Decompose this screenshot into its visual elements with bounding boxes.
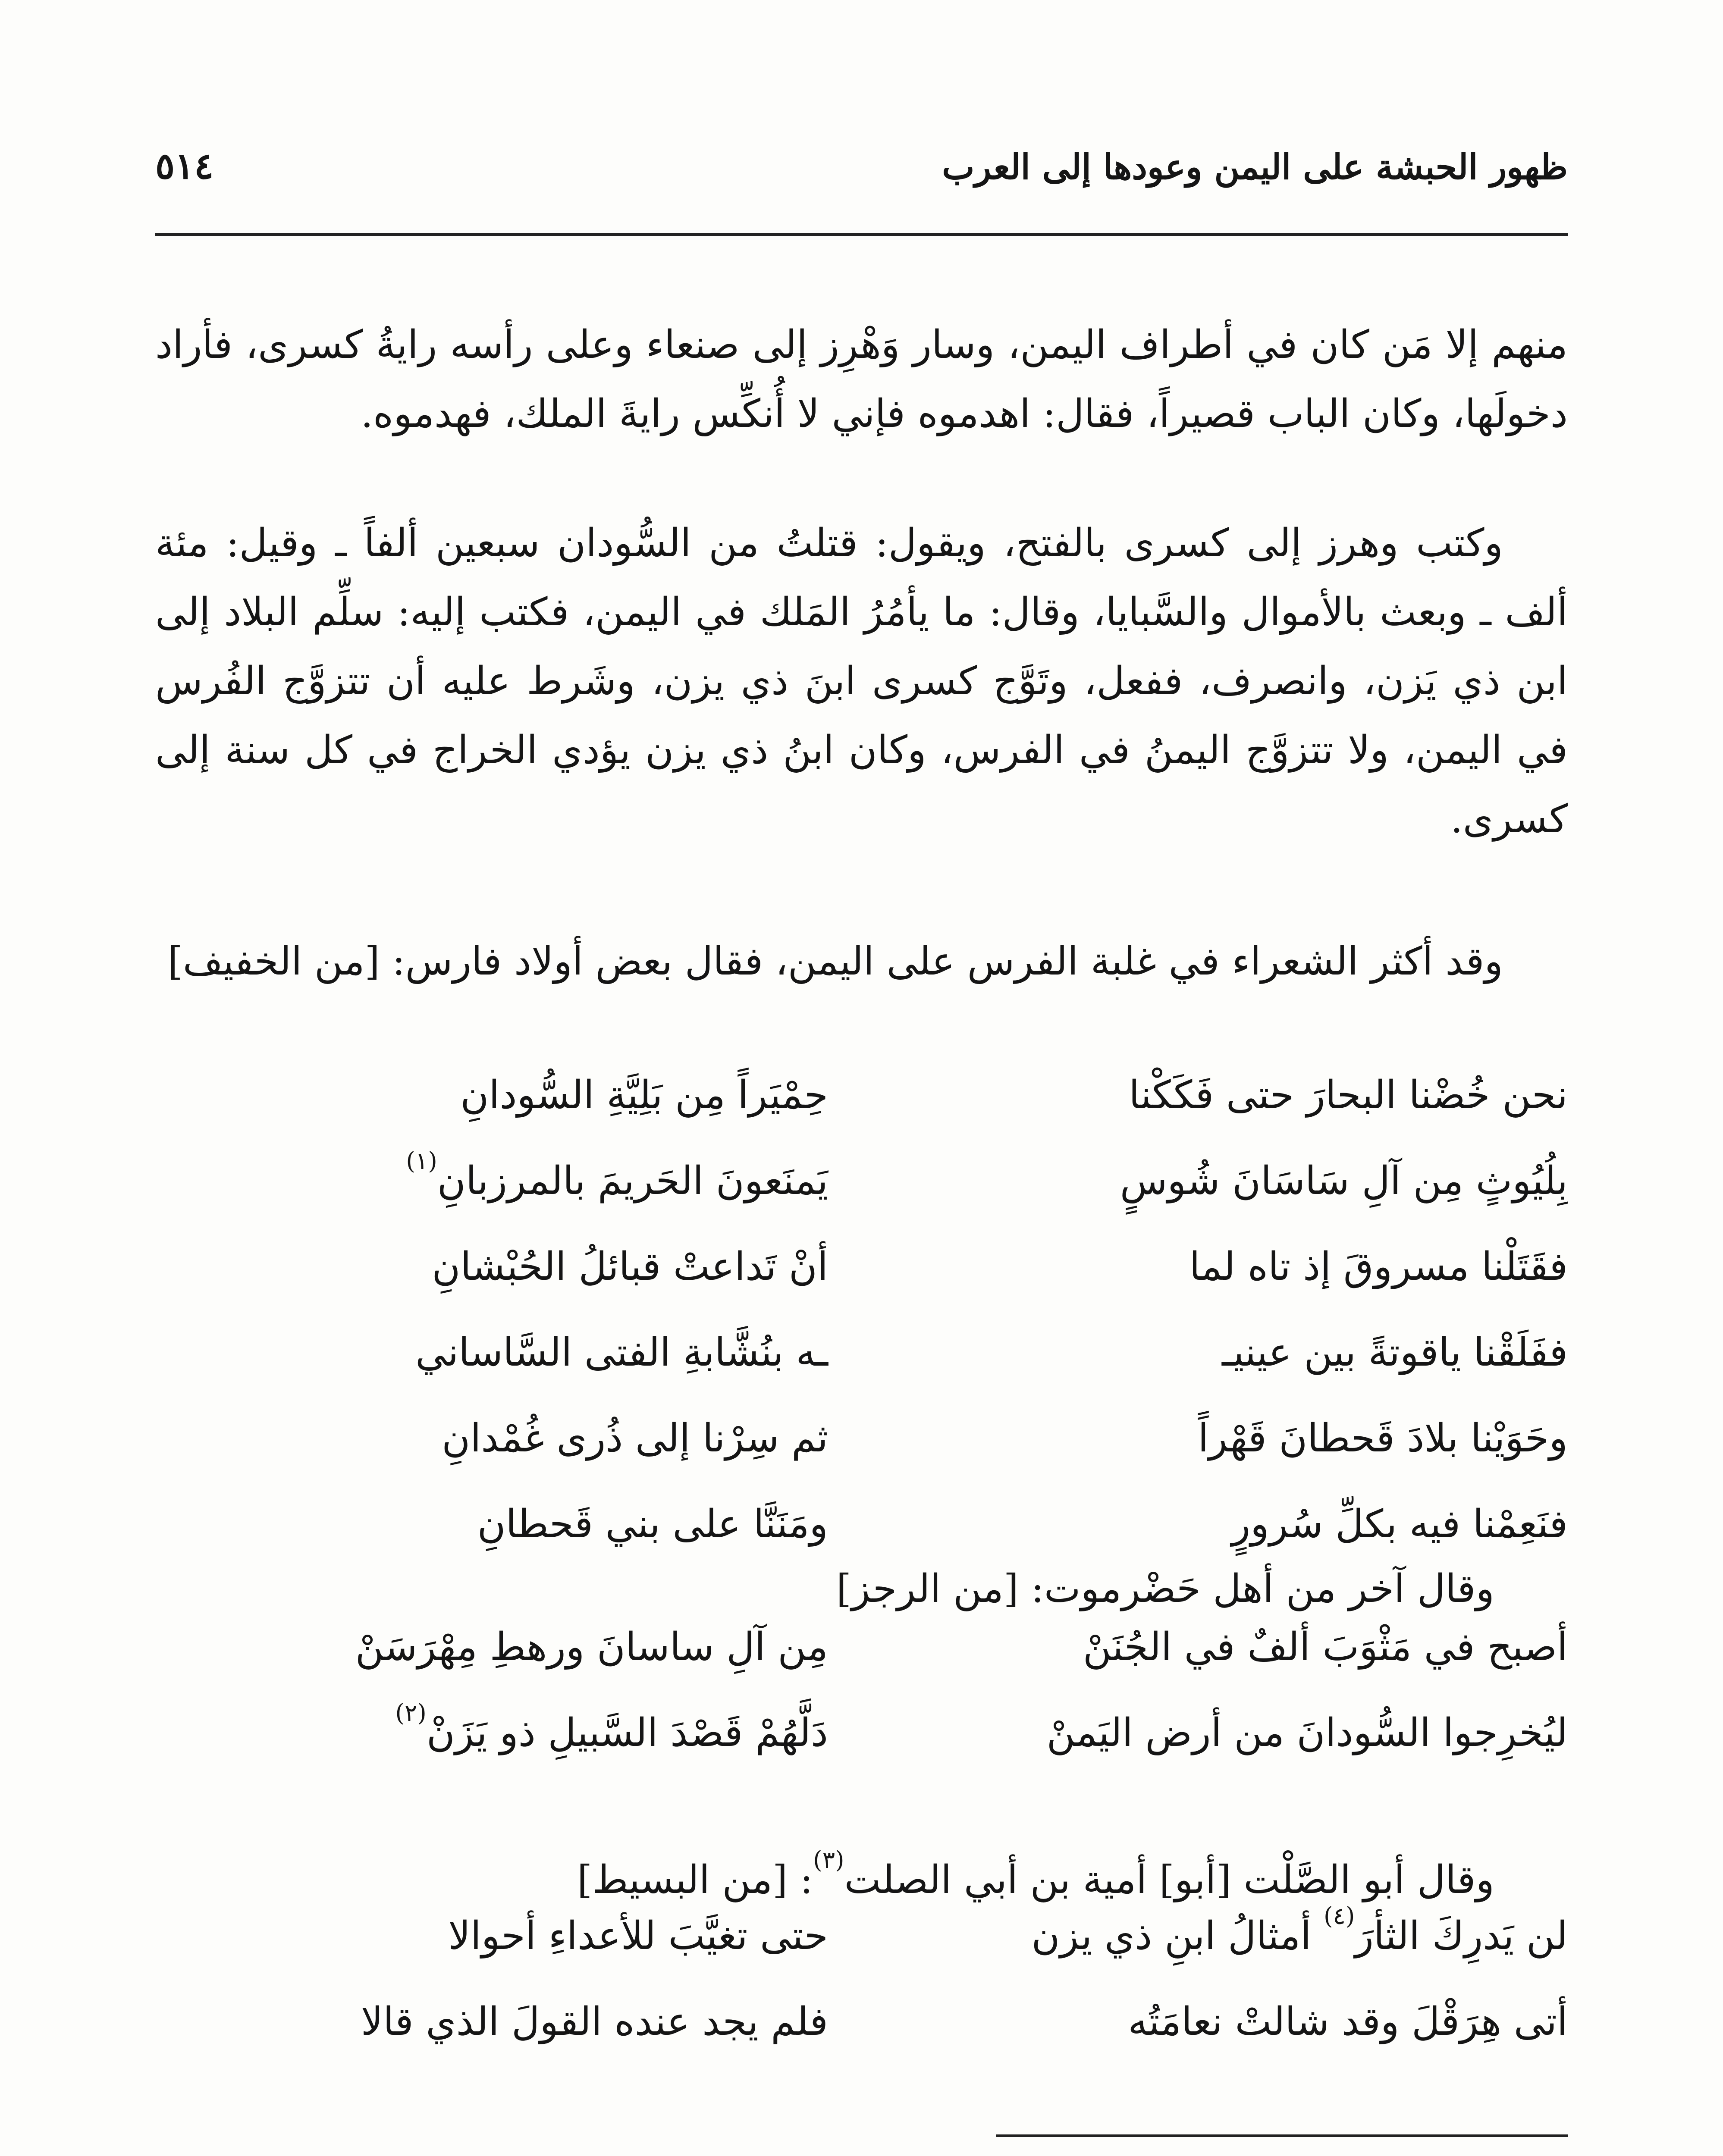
verse-first-hemistich: فقَتَلْنا مسروقَ إذ تاه لما (1189, 1244, 1568, 1289)
verse-second-hemistich (155, 1698, 828, 1765)
verse-second-hemistich (155, 1063, 828, 1128)
hemistich-text: ومَنَنَّا على بني قَحطانِ (477, 1501, 828, 1547)
verse (155, 1604, 1568, 1690)
verse (155, 1395, 1568, 1481)
verse-second-hemistich (155, 1492, 828, 1557)
verse-first-hemistich: بِلُيُوثٍ مِن آلِ سَاسَانَ شُوسٍ (1120, 1158, 1568, 1203)
verse-second-hemistich: فلم يجد عنده القولَ الذي قالا (361, 1999, 828, 2044)
verse-second-hemistich (155, 1235, 828, 1299)
verse (155, 1979, 1568, 2065)
hemistich-text: حِمْيَراً مِن بَلِيَّةِ السُّودانِ (460, 1072, 828, 1118)
paragraph-2: وكتب وهرز إلى كسرى بالفتح، ويقول: قتلتُ من السُّودان سبعين ألفاً ـ وقيل: مئة ألف ـ وبعث بالأموال والسَّبايا، وقال: ما يأمُرُ المَلك في اليمن، فكتب إليه: سلِّم البلاد إلى ابن ذي يَزن، وانصرف، ففعل، وتَوَّج كسرى ابنَ ذي يزن، وشَرط عليه أن تتزوَّج الفُرس في اليمن، ولا تتزوَّج اليمنُ في الفرس، وكان ابنُ ذي يزن يؤدي الخراج في كل سنة إلى كسرى. (155, 520, 1568, 842)
poem-rajaz (155, 1604, 1568, 1776)
poem-basit (155, 1893, 1568, 2065)
hemistich-text: مِن آلِ ساسانَ ورهطِ مِهْرَسَنْ (355, 1624, 828, 1670)
paragraph-1: منهم إلا مَن كان في أطراف اليمن، وسار وَهْرِز إلى صنعاء وعلى رأسه رايةُ كسرى، فأراد دخولَها، وكان الباب قصيراً، فقال: اهدموه فإني لا أُنكِّس رايةَ الملك، فهدموه. (155, 322, 1568, 436)
paragraph-3: وقد أكثر الشعراء في غلبة الفرس على اليمن، فقال بعض أولاد فارس: [من الخفيف] (167, 939, 1503, 984)
hemistich-text: دَلَّهُمْ قَصْدَ السَّبيلِ ذو يَزَنْ (426, 1710, 828, 1755)
running-title: ظهور الحبشة على اليمن وعودها إلى العرب (942, 147, 1568, 187)
verse-first-hemistich: أصبح في مَثْوَبَ ألفٌ في الجُنَنْ (1083, 1624, 1568, 1670)
verse-first-hemistich: نحن خُضْنا البحارَ حتى فَكَكْنا (1129, 1072, 1568, 1118)
verse-first-hemistich: وحَوَيْنا بلادَ قَحطانَ قَهْراً (1198, 1415, 1568, 1461)
page-header (155, 142, 1568, 203)
verse-first-hemistich (895, 1904, 1568, 1968)
hemistich-text: لن يَدرِكَ الثأرَ (1355, 1913, 1568, 1959)
verse-second-hemistich: حتى تغيَّبَ للأعداءِ أحوالا (448, 1913, 828, 1959)
poem-khafif (155, 1052, 1568, 1567)
verse (155, 1310, 1568, 1395)
footnote (155, 2154, 1568, 2156)
poem-introduction: وقال آخر من أهل حَضْرموت: [من الرجز] (836, 1566, 1494, 1611)
footnote-rule (996, 2134, 1568, 2137)
header-rule (155, 233, 1568, 236)
verse-second-hemistich (155, 1149, 828, 1213)
verse-second-hemistich (155, 1320, 828, 1385)
verse-first-hemistich: ففَلَقْنا ياقوتةً بين عينيـ (1222, 1329, 1568, 1375)
verse-first-hemistich: أتى هِرَقْلَ وقد شالتْ نعامَتُه (1128, 1999, 1568, 2044)
hemistich-text: ثم سِرْنا إلى ذُرى غُمْدانِ (442, 1415, 828, 1461)
footnote-marker[interactable]: (٣) (813, 1846, 844, 1874)
verse-first-hemistich: فنَعِمْنا فيه بكلِّ سُرورٍ (1231, 1501, 1568, 1547)
footnote-marker[interactable]: (١) (406, 1147, 437, 1175)
verse-first-hemistich: ليُخرِجوا السُّودانَ من أرض اليَمنْ (1046, 1710, 1568, 1755)
verse (155, 1138, 1568, 1224)
page-number: ٥١٤ (155, 144, 214, 187)
hemistich-text: أمثالُ ابنِ ذي يزن (1031, 1913, 1324, 1959)
verse-second-hemistich (155, 1615, 828, 1680)
intro-text: وقال أبو الصَّلْت [أبو] أمية بن أبي الصلت (844, 1857, 1494, 1902)
hemistich-text: يَمنَعونَ الحَريمَ بالمرزبانِ (437, 1158, 828, 1203)
footnote-marker[interactable]: (٢) (395, 1698, 427, 1727)
footnotes (155, 2154, 1568, 2156)
meter-label: : [من البسيط] (577, 1857, 813, 1902)
hemistich-text: ـه بنُشَّابةِ الفتى السَّاساني (415, 1329, 828, 1375)
verse (155, 1224, 1568, 1310)
verse (155, 1690, 1568, 1776)
footnote-marker[interactable]: (٤) (1323, 1902, 1355, 1930)
verse (155, 1052, 1568, 1138)
verse (155, 1893, 1568, 1979)
verse-second-hemistich (155, 1406, 828, 1471)
verse (155, 1481, 1568, 1567)
hemistich-text: أنْ تَداعتْ قبائلُ الحُبْشانِ (432, 1244, 828, 1289)
